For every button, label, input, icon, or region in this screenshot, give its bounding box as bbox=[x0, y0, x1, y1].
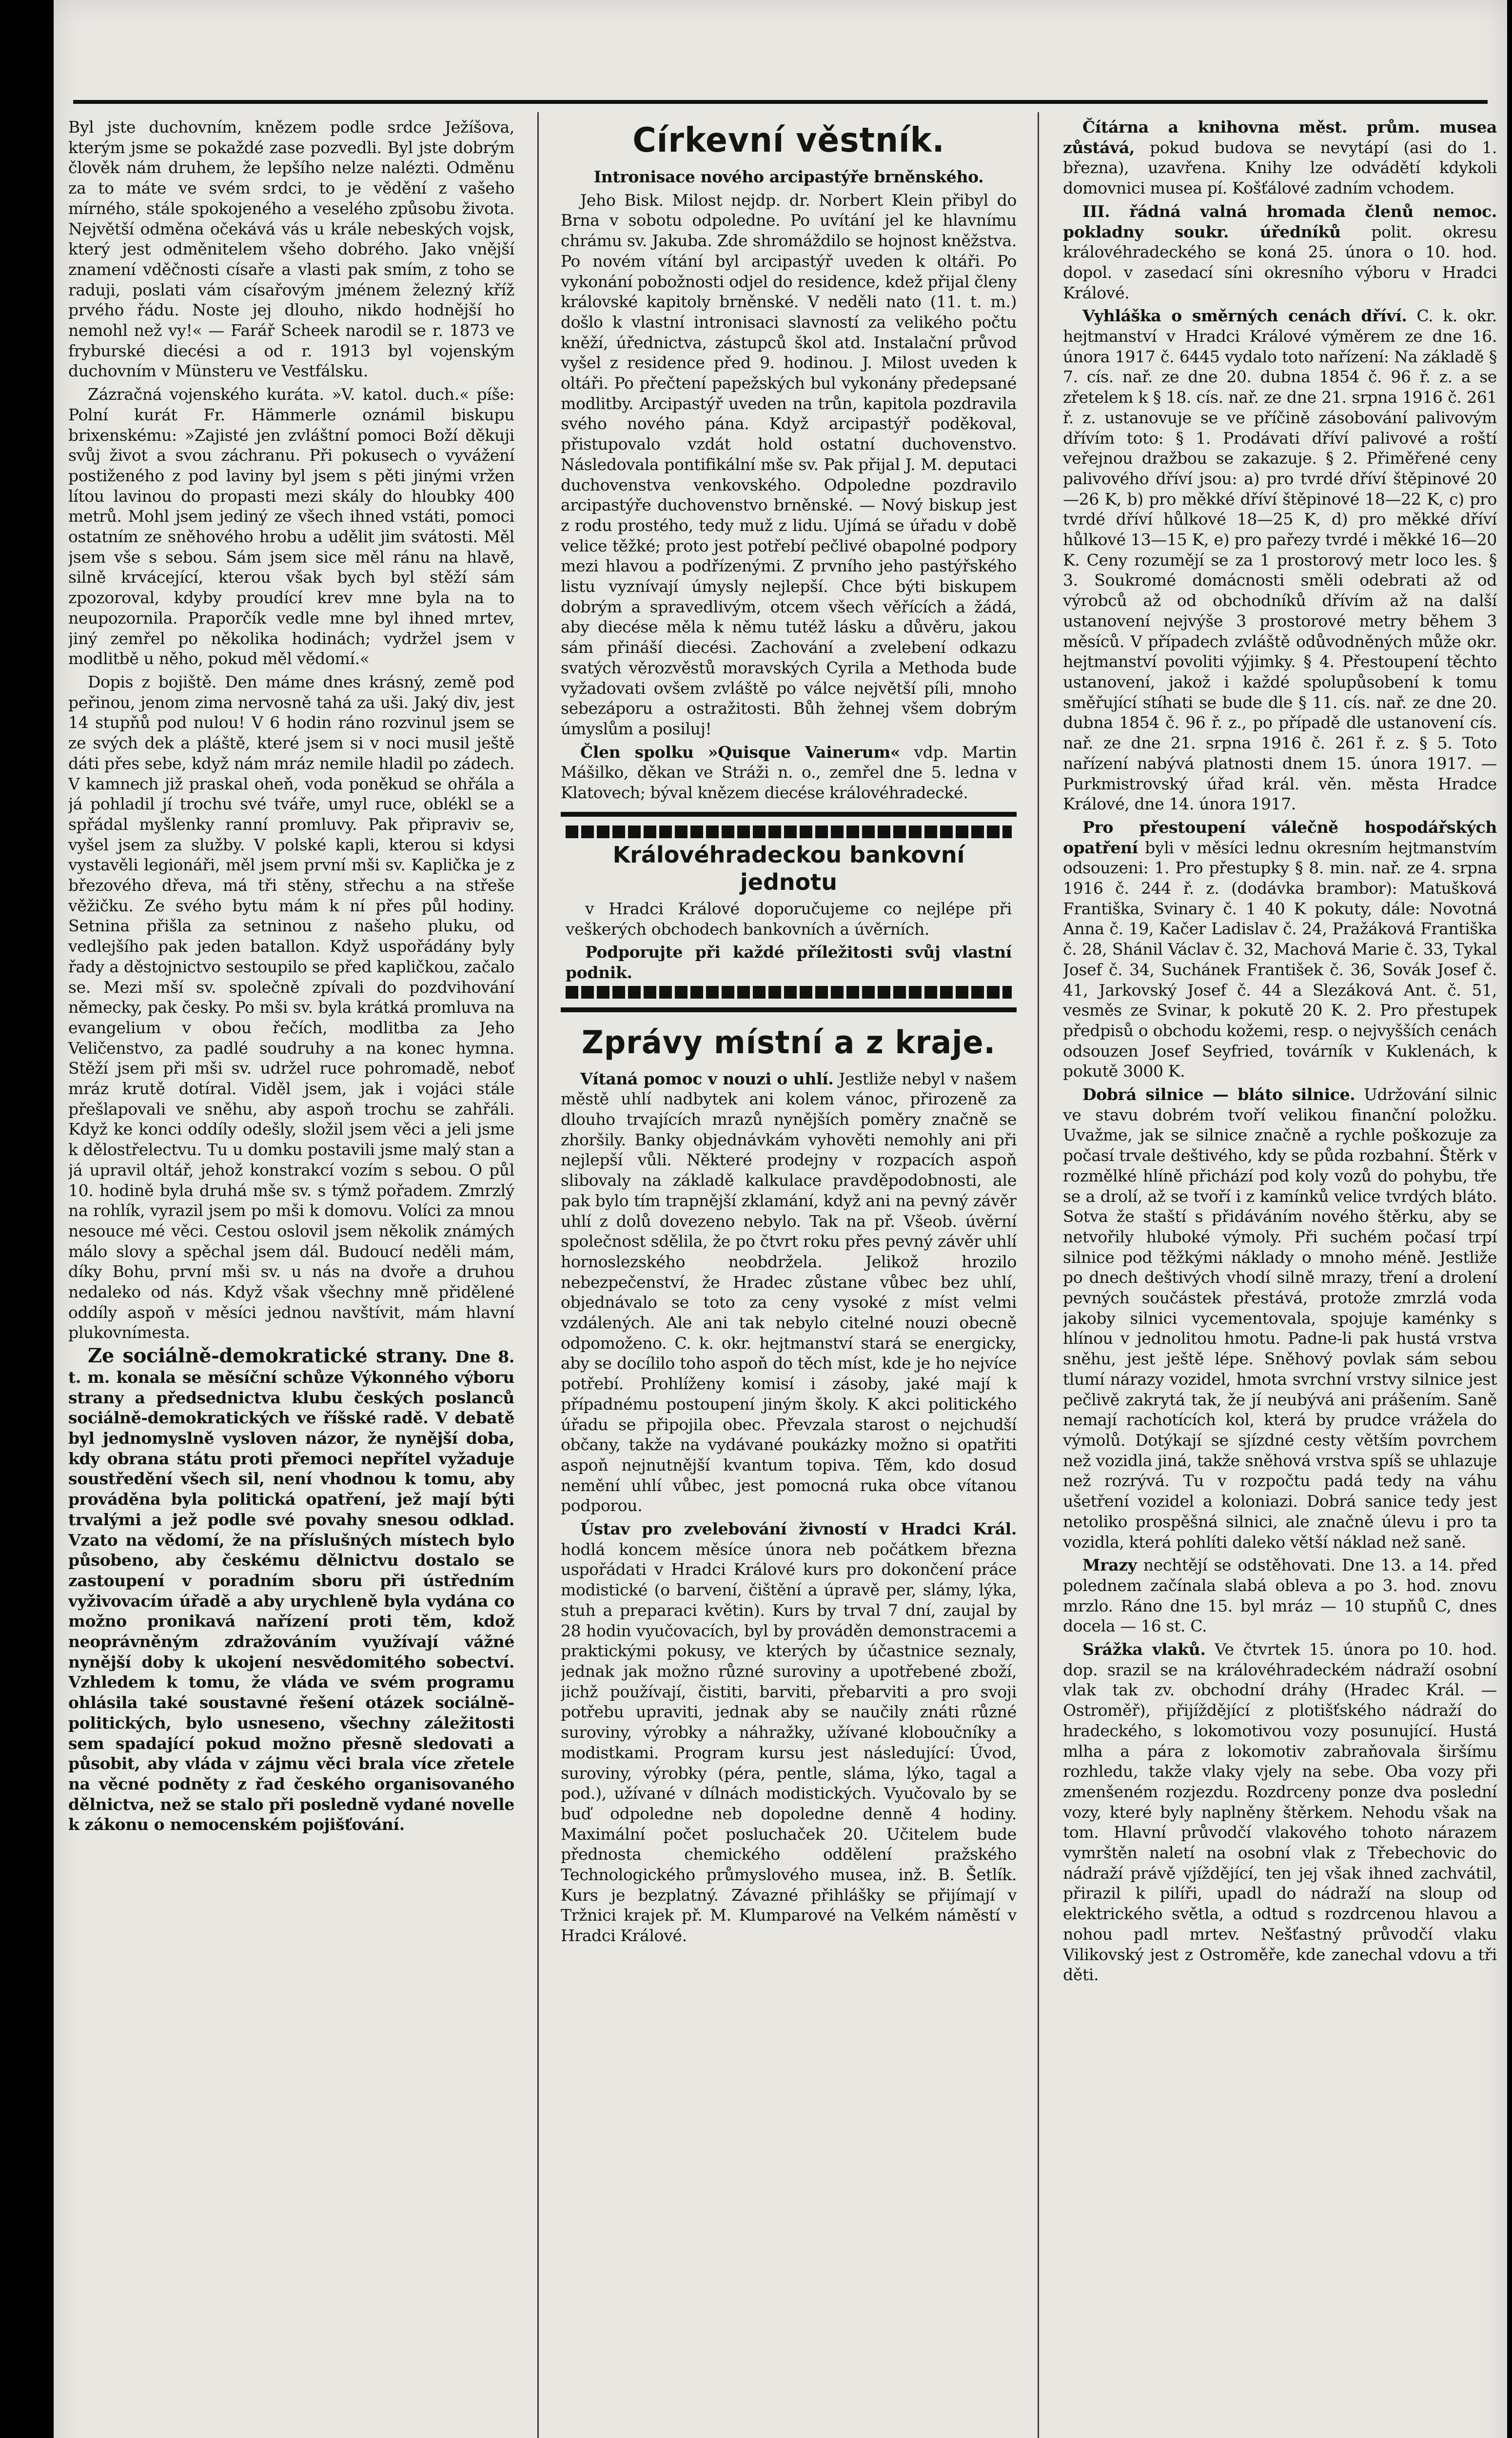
ad-ornament-top bbox=[566, 826, 1012, 838]
news-text: Jestliže nebyl v našem městě uhlí nadbytek ani kolem vánoc, přirozeně za dlouho trvajících mrazů nynějších poměry značně se zhoršily. Banky objednávkám vyhověti nemohly ani při nejlepší vůli. Některé prodejny v rozpacích aspoň slibovaly na základě kalkulace pravděpodobnosti, ale pak bylo tím trapnější zklamání, když ani na pevný závěr uhlí z dolů dovezeno nebylo. Tak na př. Všeob. úvěrní společnost sdělila, že po čtvrt roku přes pevný závěr uhlí hornoslezského neobdržela. Jelikož hrozilo nebezpečenství, že Hradec zůstane vůbec bez uhlí, objednávalo se toto za ceny vysoké z míst velmi vzdálených. Ale ani tak nebylo citelné nouzi obecně odpomoženo. C. k. okr. hejtmanství stará se energicky, aby se docílilo toho aspoň do těch míst, kde je ho nejvíce potřebí. Prohlíženy komisí i zásoby, jaké mají k případnému postoupení jiným školy. K akci politického úřadu se připojila obec. Převzala starost o nejchudší občany, takže na vydávané poukázky možno si opatřiti aspoň nejnutnější kvantum topiva. Těm, kdo dosud nemění uhlí vůbec, jest pomocná ruka obce vítanou podporou. bbox=[561, 1069, 1017, 1515]
news-text: pokud budova se nevytápí (asi do 1. března), uzavřena. Knihy lze odvádětí kdykoli domovnici musea pí. Košťálové zadním vchodem. bbox=[1063, 138, 1497, 198]
news-item bbox=[1063, 1555, 1497, 1636]
news-item bbox=[1063, 201, 1497, 303]
news-lead: Dobrá silnice — bláto silnice. bbox=[1082, 1085, 1355, 1104]
news-text: polit. okresu královéhradeckého se koná 25. února o 10. hod. dopol. v zasedací síni okresního výboru v Hradci Králové. bbox=[1063, 222, 1497, 302]
news-item bbox=[1063, 117, 1497, 198]
obituary-text: vdp. Martin Mášilko, děkan ve Stráži n. o., zemřel dne 5. ledna v Klatovech; býval knězem diecése královéhradecké. bbox=[561, 742, 1017, 803]
article-paragraph: Byl jste duchovním, knězem podle srdce Ježíšova, kterým jsme se pokaždé zase pozvedli. Byl jste dobrým člověk nám druhem, že lepšího nelze nalézti. Odměnu za to máte ve svém srdci, to je vědění z vašeho mírného, stále spokojeného a veselého způsobu života. Největší odměna očekává vás u krále nebeských vojsk, který jest odměnitelem všeho dobrého. Jako vnější znamení vděčnosti císaře a vlasti pak smím, z toho se raduji, poslati vám císařovým jménem železný kříž prvého řádu. Noste jej dlouho, nikdo hodnější ho nemohl než vy!« — Farář Scheek narodil se r. 1873 ve fryburské diecési a od r. 1913 byl vojenským duchovním v Münsteru ve Vestfálsku. bbox=[68, 118, 514, 381]
soc-dem-text: Dne 8. t. m. konala se měsíční schůze Výkonného výboru strany a předsednictva klubu českých poslanců sociálně-demokratických ve říšské radě. V debatě byl jednomyslně vysloven názor, že nynější doba, kdy obrana státu proti přemoci nepřítel vyžaduje soustředění všech sil, není vhodnou k tomu, aby prováděna byla politická opatření, jež mají býti trvalými a jež podle své povahy snesou odklad. Vzato na vědomí, že na příslušných místech bylo působeno, aby českému dělnictvu dostalo se zastoupení v poradním sboru při ústředním vyživovacím úřadě a aby urychleně byla vydána co možno pronikavá nařízení proti těm, kdož neoprávněným zdražováním využívají vážné nynější doby k ukojení nesvědomitého sobectví. Vzhledem k tomu, že vláda ve svém programu ohlásila také soustavné řešení otázek sociálně-politických, bylo usneseno, všechny záležitosti sem spadající pokud možno přesně sledovati a působit, aby vláda v zájmu věci brala více zřetele na věcné podněty z řad českého organisovaného dělnictva, než se stalo při posledně vydané novelle k zákonu o nemocenském pojišťování. bbox=[68, 1347, 514, 1834]
obituary-heading: Člen spolku »Quisque Vainerum« bbox=[580, 742, 901, 762]
news-item bbox=[561, 1519, 1017, 1946]
news-text: nechtějí se odstěhovati. Dne 13. a 14. před polednem začínala slabá obleva a po 3. hod. znovu mrzlo. Ráno dne 15. byl mráz — 10 stupňů C, dnes docela — 16 st. C. bbox=[1063, 1555, 1497, 1636]
news-item bbox=[1063, 1084, 1497, 1552]
ad-line-1: v Hradci Králové doporučujeme co nejlépe při veškerých obchodech bankovních a úvěrních. bbox=[566, 899, 1012, 939]
news-lead: Ústav pro zvelebování živností v Hradci Král. bbox=[580, 1519, 1017, 1539]
news-lead: III. řádná valná hromada členů nemoc. pokladny soukr. úředníků bbox=[1063, 201, 1497, 241]
news-text: hodlá koncem měsíce února neb počátkem března uspořádati v Hradci Králové kurs pro dokončení práce modistické (o barvení, čištění a úpravě per, slámy, lýka, stuh a preparaci květin). Kurs by trval 7 dní, zaujal by 28 hodin vyučovacích, byl by prováděn demonstracemi a praktickými pokusy, ve kterých by účastnice seznaly, jednak jak možno různé suroviny a upotřebené zboží, jichž používají, čistiti, barviti, přebarviti a pro svoji potřebu upraviti, jednak aby se naučily znáti různé suroviny, výrobky a náhražky, užívané kloboučníky a modistkami. Program kursu jest následující: Úvod, suroviny, výrobky (péra, pentle, sláma, lýko, tagal a pod.), užívané v dílnách modistických. Vyučovalo by se buď odpoledne neb dopoledne denně 4 hodiny. Maximální počet posluchaček 20. Učitelem bude přednosta chemického oddělení pražského Technologického průmyslového musea, inž. B. Šetlík. Kurs je bezplatný. Závazné přihlášky se přijímají v Tržnici krajek př. M. Klumparové na Velkém náměstí v Hradci Králové. bbox=[561, 1539, 1017, 1946]
news-lead: Srážka vlaků. bbox=[1082, 1640, 1206, 1659]
news-text: Udržování silnic ve stavu dobrém tvoří velikou finanční položku. Uvažme, jak se silnice značně a rychle poškozuje za počasí trvale deštivého, kdy se půda rozbahní. Štěrk v rozmělké hlíně přichází pod koly vozů do pohybu, tře se a drolí, až se tvoří i z kamínků velice tvrdých bláto. Sotva že staští s přidáváním nového štěrku, aby se netvořily hluboké výmoly. Při suchém počasí trpí silnice pod těžkými náklady o mnoho méně. Jestliže po dnech deštivých vhodí silně mrazy, tření a drolení pevných součástek přestává, protože zmrzlá voda jakoby silnici vycementovala, spojuje kaménky s hlínou v jednolitou hmotu. Padne-li pak hustá vrstva sněhu, jest ještě lépe. Sněhový povlak sám sebou tlumí nárazy vozidel, hmota svrchní vrstvy silnice jest pečlivě zakrytá tak, že jí neubývá ani prášením. Saně nemají rachotících kol, která by prudce vrážela do výmolů. Dotýkají se sjízdné cesty větším povrchem než vozidla jiná, takže sněhová vrstva spíš se uhlazuje než rozrývá. Tu v rozpočtu padá tedy na váhu ušetření vozidel a koloniazi. Dobrá sanice tedy jest netoliko prospěšná silnici, ale značně úlevu i pro ta vozidla, která pohlíti daleko větší náklad než saně. bbox=[1063, 1085, 1497, 1552]
column-1 bbox=[68, 117, 514, 2438]
news-lead: Pro přestoupení válečně hospodářských opatření bbox=[1063, 817, 1497, 857]
column-3 bbox=[1063, 117, 1497, 2438]
news-lead: Mrazy bbox=[1082, 1555, 1137, 1575]
news-item bbox=[1063, 817, 1497, 1081]
bank-advertisement bbox=[561, 812, 1017, 1012]
news-text: C. k. okr. hejtmanství v Hradci Králové výměrem ze dne 16. února 1917 č. 6445 vydalo toto nařízení: Na základě § 7. cís. nař. ze dne 20. dubna 1854 č. 96 ř. z. a se zřetelem k § 18. cís. nař. ze dne 21. srpna 1916 č. 261 ř. z. ustanovuje se ve příčině zásobování palivovým dřívím toto: § 1. Prodávati dříví palivové a roští veřejnou dražbou se zakazuje. § 2. Přiměřené ceny palivového dříví jsou: a) pro tvrdé dříví štěpinové 20—26 K, b) pro měkké dříví štěpinové 18—22 K, c) pro tvrdé dříví hůlkové 18—25 K, d) pro měkké dříví hůlkové 13—15 K, e) pro pařezy tvrdé i měkké 16—20 K. Ceny rozumějí se za 1 prostorový metr loco les. § 3. Soukromé domácnosti směli odebrati až od výrobců až od obchodníků dřívím až na další ustanovení nejvýše 3 prostorové metry během 3 měsíců. V případech zvláště odůvodněných může okr. hejtmanství povoliti výjimky. § 4. Přestoupení těchto ustanovení, jakož i každé spolupůsobení k tomu směřující stíhati se bude dle § 11. cís. nař. ze dne 20. dubna 1854 č. 96 ř. z., po případě dle ustanovení cís. nař. ze dne 21. srpna 1916 č. 261 ř. z. § 5. Toto nařízení nabývá platnosti dnem 15. února 1917. — Purkmistrovský úřad král. věn. města Hradce Králové, dne 14. února 1917. bbox=[1063, 306, 1497, 814]
ad-headline: Královéhradeckou bankovní jednotu bbox=[612, 841, 965, 895]
column-divider bbox=[1038, 112, 1039, 2438]
ad-line-2: Podporujte při každé příležitosti svůj vlastní podnik. bbox=[566, 943, 1012, 982]
local-news-title: Zprávy místní a z kraje. bbox=[581, 1023, 996, 1061]
news-text: byli v měsíci lednu okresním hejtmanstvím odsouzeni: 1. Pro přestupky § 8. min. nař. ze 4. srpna 1916 č. 244 ř. z. (dodávka brambor): Matušková Františka, Svinary č. 1 40 K pokuty, dále: Novotná Anna č. 19, Kačer Ladislav č. 24, Pražáková Františka č. 28, Shánil Václav č. 32, Machová Marie č. 33, Tykal Josef č. 34, Suchánek František č. 36, Sovák Josef č. 41, Jarkovský Josef č. 44 a Slezáková Ant. č. 51, vesměs ze Svinar, k pokutě 20 K. 2. Pro přestupek předpisů o obchodu kožemi, resp. o nejvyšších cenách odsouzen Josef Seyfried, továrník v Kuklenách, k pokutě 3000 K. bbox=[1063, 838, 1497, 1081]
article-paragraph: Dopis z bojiště. Den máme dnes krásný, země pod peřinou, jenom zima nervosně tahá za uši. Jaký div, jest 14 stupňů pod nulou! V 6 hodin ráno rozvinul jsem se ze svých dek a pláště, které jsem si v noci musil ještě dáti přes sebe, když nám mráz nemile hladil po zádech. V kamnech již praskal oheň, voda poněkud se ohřála a já pohladil jí trochu své tváře, umyl ruce, oblékl se a spřádal myšlenky ranní promluvy. Pak připraviv se, vyšel jsem za služby. V polské kapli, kterou si kdysi vystavěli legionáři, měl jsem první mši sv. Kaplička je z březového dřeva, má tři stěny, střechu a na střeše věžičku. Ze svého bytu mám k ní přes půl hodiny. Setnina přišla za setninou z našeho pluku, od vedlejšího pak jeden batallon. Když uspořádány byly řady a děstojnictvo sestoupilo se před kapličkou, začalo se. Mezi mší sv. společně zpívali do pozdvihování německy, pak česky. Po mši sv. byla krátká promluva na evangelium v obou řečích, modlitba za Jeho Veličenstvo, za padlé soudruhy a na konec hymna. Stěží jsem při mši sv. udržel ruce pohromadě, neboť mráz krutě dotíral. Viděl jsem, jak i vojáci stále přešlapovali ve sněhu, aby aspoň trochu se zahřáli. Když ke konci oddíly odešly, složil jsem věci a jeli jsme k dělostřelectvu. Tu u domku postavili jsme malý stan a já upravil oltář, jehož konstrakcí vozím s sebou. O půl 10. hodině byla druhá mše sv. s týmž pořadem. Zmrzlý na rohlík, vyrazil jsem po mši k domovu. Volíci za mnou nesouce mé věci. Cestou oslovil jsem několik známých málo slovy a spěchal jsem dál. Budoucí neděli mám, díky Bohu, první mši sv. u nás na dvoře a druhou nedaleko od nás. Když však všechny mně přidělené oddíly aspoň v měsíci jednou navštívit, mám hlavní plukovnímesta. bbox=[68, 672, 514, 1342]
intronisation-text: Jeho Bisk. Milost nejdp. dr. Norbert Klein přibyl do Brna v sobotu odpoledne. Po uvítání jel ke hlavnímu chrámu sv. Jakuba. Zde shromáždilo se hojnost kněžstva. Po novém vítání byl arcipastýř uveden k oltáři. Po vykonání pobožnosti odjel do residence, kdež přijal členy královské kapitoly brněnské. V neděli nato (11. t. m.) došlo k vlastní intronisaci slavností za velikého počtu kněží, úřednictva, zástupců škol atd. Instalační průvod vyšel z residence před 9. hodinou. J. Milost uveden k oltáři. Po přečtení papežských bul vykonány předepsané modlitby. Arcipastýř uveden na trůn, kapitola pozdravila svého nového pána. Když arcipastýř poděkoval, přistupovalo vzdát hold ostatní duchovenstvo. Následovala pontifikální mše sv. Pak přijal J. M. deputaci duchovenstva venkovského. Odpoledne pozdravilo arcipastýře duchovenstvo brněnské. — Nový biskup jest z rodu prostého, tedy muž z lidu. Ujímá se úřadu v době velice těžké; proto jest potřebí pečlivé obapolné podpory mezi hlavou a podřízenými. Z prvního jeho pastýřského listu vyznívají úmysly nejlepší. Chce býti biskupem dobrým a spravedlivým, otcem všech věřících a žádá, aby diecése měla k němu tutéž lásku a důvěru, jakou sám přináší diecési. Zachování a zvelebení odkazu svatých věrozvěstů moravských Cyrila a Methoda bude vyžadovati ovšem zvláště po válce největší píli, mnoho sebezáporu a ostražitosti. Bůh žehnej všem dobrým úmyslům a posiluj! bbox=[561, 190, 1017, 738]
soc-dem-heading: Ze sociálně-demokratické strany. bbox=[88, 1344, 448, 1368]
column-divider bbox=[537, 112, 539, 2438]
news-item bbox=[561, 1069, 1017, 1516]
news-item bbox=[1063, 306, 1497, 814]
news-lead: Vyhláška o směrných cenách dříví. bbox=[1082, 306, 1407, 326]
news-lead: Vítaná pomoc v nouzi o uhlí. bbox=[580, 1069, 834, 1088]
news-lead: Čítárna a knihovna měst. prům. musea zůstává, bbox=[1063, 118, 1497, 157]
top-rule bbox=[73, 100, 1488, 104]
newspaper-page bbox=[54, 0, 1507, 2438]
news-item bbox=[1063, 1639, 1497, 1985]
ad-ornament-bottom bbox=[566, 986, 1012, 999]
news-text: Ve čtvrtek 15. února po 10. hod. dop. srazil se na královéhradeckém nádraží osobní vlak tak zv. obchodní dráhy (Hradec Král. —Ostroměř), přijíždějící z plotišťského nádraží do hradeckého, s lokomotivou vozy posunující. Hustá mlha a pára z lokomotiv zabraňovala širšímu rozhledu, takže vlaky vjely na sebe. Oba vozy při zmenšeném rozjezdu. Rozdrceny ponze dva poslední vozy, které byly naplněny štěrkem. Nehodu však na tom. Hlavní průvodčí vlakového tohoto nárazem vymrštěn naletí na osobní vlak z Třebechovic do nádraží právě vjíždějící, ten jej však ihned zachvátil, přirazil k pilíři, upadl do nádraží na sloup od elektrického světla, a odtud s rozdrcenou hlavou a nohou padl mrtev. Nešťastný průvodčí vlaku Vilikovský jest z Ostroměře, kde zanechal vdovu a tři děti. bbox=[1063, 1640, 1497, 1985]
soc-dem-article bbox=[68, 1346, 514, 1835]
intronisation-heading: Intronisace nového arcipastýře brněnského. bbox=[593, 167, 984, 186]
article-paragraph: Zázračná vojenského kuráta. »V. katol. duch.« píše: Polní kurát Fr. Hämmerle oznámil biskupu brixenskému: »Zajisté jen zvláštní pomoci Boží děkuji svůj život a svou záchranu. Při pokusech o vyvážení postiženého z pod laviny byl jsem s pěti jinými vržen lítou lavinou do propasti mezi skály do hloubky 400 metrů. Mohl jsem jediný ze všech ihned vstáti, pomoci ostatním ze sněhového hrobu a udělit jim svátosti. Měl jsem vše s sebou. Sám jsem sice měl ránu na hlavě, silně krvácející, kterou však bych byl stěží sám zpozoroval, kdyby proudící krev mne byla na to neupozornila. Praporčík vedle mne byl ihned mrtev, jiný zemřel po několika hodinách; vydržel jsem v modlitbě u něho, pokud měl vědomí.« bbox=[68, 385, 514, 668]
obituary bbox=[561, 742, 1017, 803]
church-bulletin-title: Církevní věstník. bbox=[632, 120, 945, 160]
column-2 bbox=[561, 117, 1017, 2438]
